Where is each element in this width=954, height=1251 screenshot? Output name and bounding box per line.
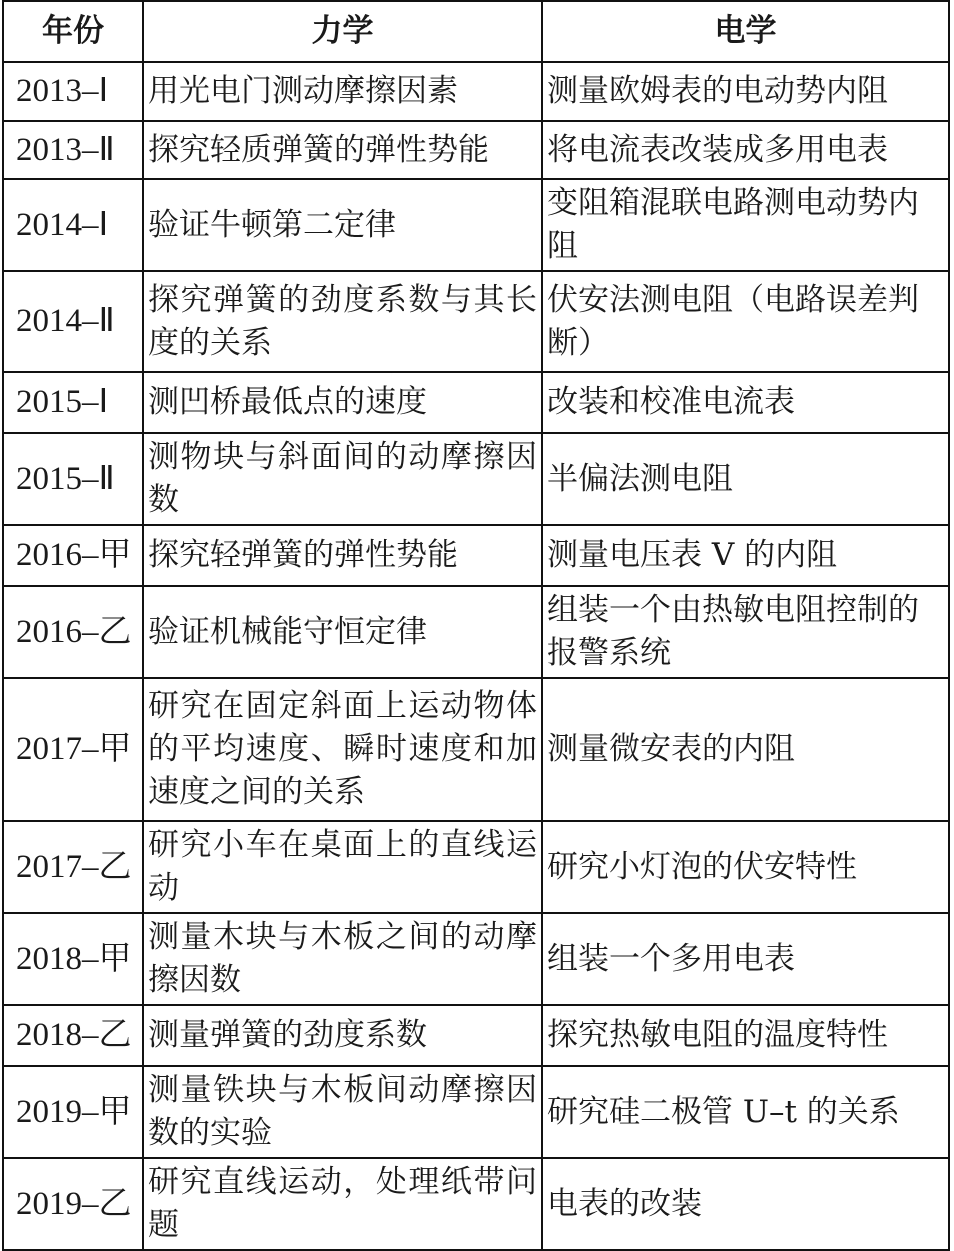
- table-row: [3, 1005, 949, 1066]
- mechanics-cell: 验证机械能守恒定律: [143, 586, 542, 678]
- mechanics-cell: 探究弹簧的劲度系数与其长度的关系: [143, 271, 542, 372]
- table-row: [3, 678, 949, 821]
- mechanics-cell: 研究在固定斜面上运动物体的平均速度、瞬时速度和加速度之间的关系: [143, 678, 542, 821]
- table-row: [3, 62, 949, 121]
- year-cell: 2017–乙: [3, 821, 143, 913]
- electricity-cell: 改装和校准电流表: [542, 372, 949, 433]
- table-row: [3, 271, 949, 372]
- electricity-cell: 半偏法测电阻: [542, 433, 949, 525]
- year-cell: 2019–乙: [3, 1158, 143, 1250]
- table-row: [3, 433, 949, 525]
- electricity-cell: 伏安法测电阻（电路误差判断）: [542, 271, 949, 372]
- table-row: [3, 372, 949, 433]
- mechanics-cell: 用光电门测动摩擦因素: [143, 62, 542, 121]
- year-cell: 2013–Ⅰ: [3, 62, 143, 121]
- experiment-table: [2, 0, 950, 1251]
- table-row: [3, 586, 949, 678]
- table-row: [3, 179, 949, 271]
- year-cell: 2015–Ⅰ: [3, 372, 143, 433]
- electricity-cell: 变阻箱混联电路测电动势内阻: [542, 179, 949, 271]
- header-year: 年份: [3, 1, 143, 62]
- electricity-cell: 测量电压表 V 的内阻: [542, 525, 949, 586]
- mechanics-cell: 探究轻弹簧的弹性势能: [143, 525, 542, 586]
- year-cell: 2014–Ⅱ: [3, 271, 143, 372]
- header-row: [3, 1, 949, 62]
- year-cell: 2018–乙: [3, 1005, 143, 1066]
- electricity-cell: 电表的改装: [542, 1158, 949, 1250]
- mechanics-cell: 研究小车在桌面上的直线运动: [143, 821, 542, 913]
- year-cell: 2018–甲: [3, 913, 143, 1005]
- mechanics-cell: 测凹桥最低点的速度: [143, 372, 542, 433]
- mechanics-cell: 验证牛顿第二定律: [143, 179, 542, 271]
- year-cell: 2017–甲: [3, 678, 143, 821]
- electricity-cell: 测量微安表的内阻: [542, 678, 949, 821]
- mechanics-cell: 探究轻质弹簧的弹性势能: [143, 121, 542, 179]
- mechanics-cell: 研究直线运动，处理纸带问题: [143, 1158, 542, 1250]
- electricity-cell: 测量欧姆表的电动势内阻: [542, 62, 949, 121]
- electricity-cell: 组装一个多用电表: [542, 913, 949, 1005]
- table-row: [3, 913, 949, 1005]
- year-cell: 2016–甲: [3, 525, 143, 586]
- table-row: [3, 821, 949, 913]
- year-cell: 2013–Ⅱ: [3, 121, 143, 179]
- table-row: [3, 525, 949, 586]
- table-row: [3, 121, 949, 179]
- electricity-cell: 研究硅二极管 U–t 的关系: [542, 1066, 949, 1158]
- mechanics-cell: 测量木块与木板之间的动摩擦因数: [143, 913, 542, 1005]
- table-row: [3, 1158, 949, 1250]
- electricity-cell: 研究小灯泡的伏安特性: [542, 821, 949, 913]
- year-cell: 2016–乙: [3, 586, 143, 678]
- header-electricity: 电学: [542, 1, 949, 62]
- mechanics-cell: 测量铁块与木板间动摩擦因数的实验: [143, 1066, 542, 1158]
- electricity-cell: 探究热敏电阻的温度特性: [542, 1005, 949, 1066]
- year-cell: 2014–Ⅰ: [3, 179, 143, 271]
- mechanics-cell: 测量弹簧的劲度系数: [143, 1005, 542, 1066]
- mechanics-cell: 测物块与斜面间的动摩擦因数: [143, 433, 542, 525]
- year-cell: 2019–甲: [3, 1066, 143, 1158]
- year-cell: 2015–Ⅱ: [3, 433, 143, 525]
- table-row: [3, 1066, 949, 1158]
- header-mechanics: 力学: [143, 1, 542, 62]
- electricity-cell: 将电流表改装成多用电表: [542, 121, 949, 179]
- electricity-cell: 组装一个由热敏电阻控制的报警系统: [542, 586, 949, 678]
